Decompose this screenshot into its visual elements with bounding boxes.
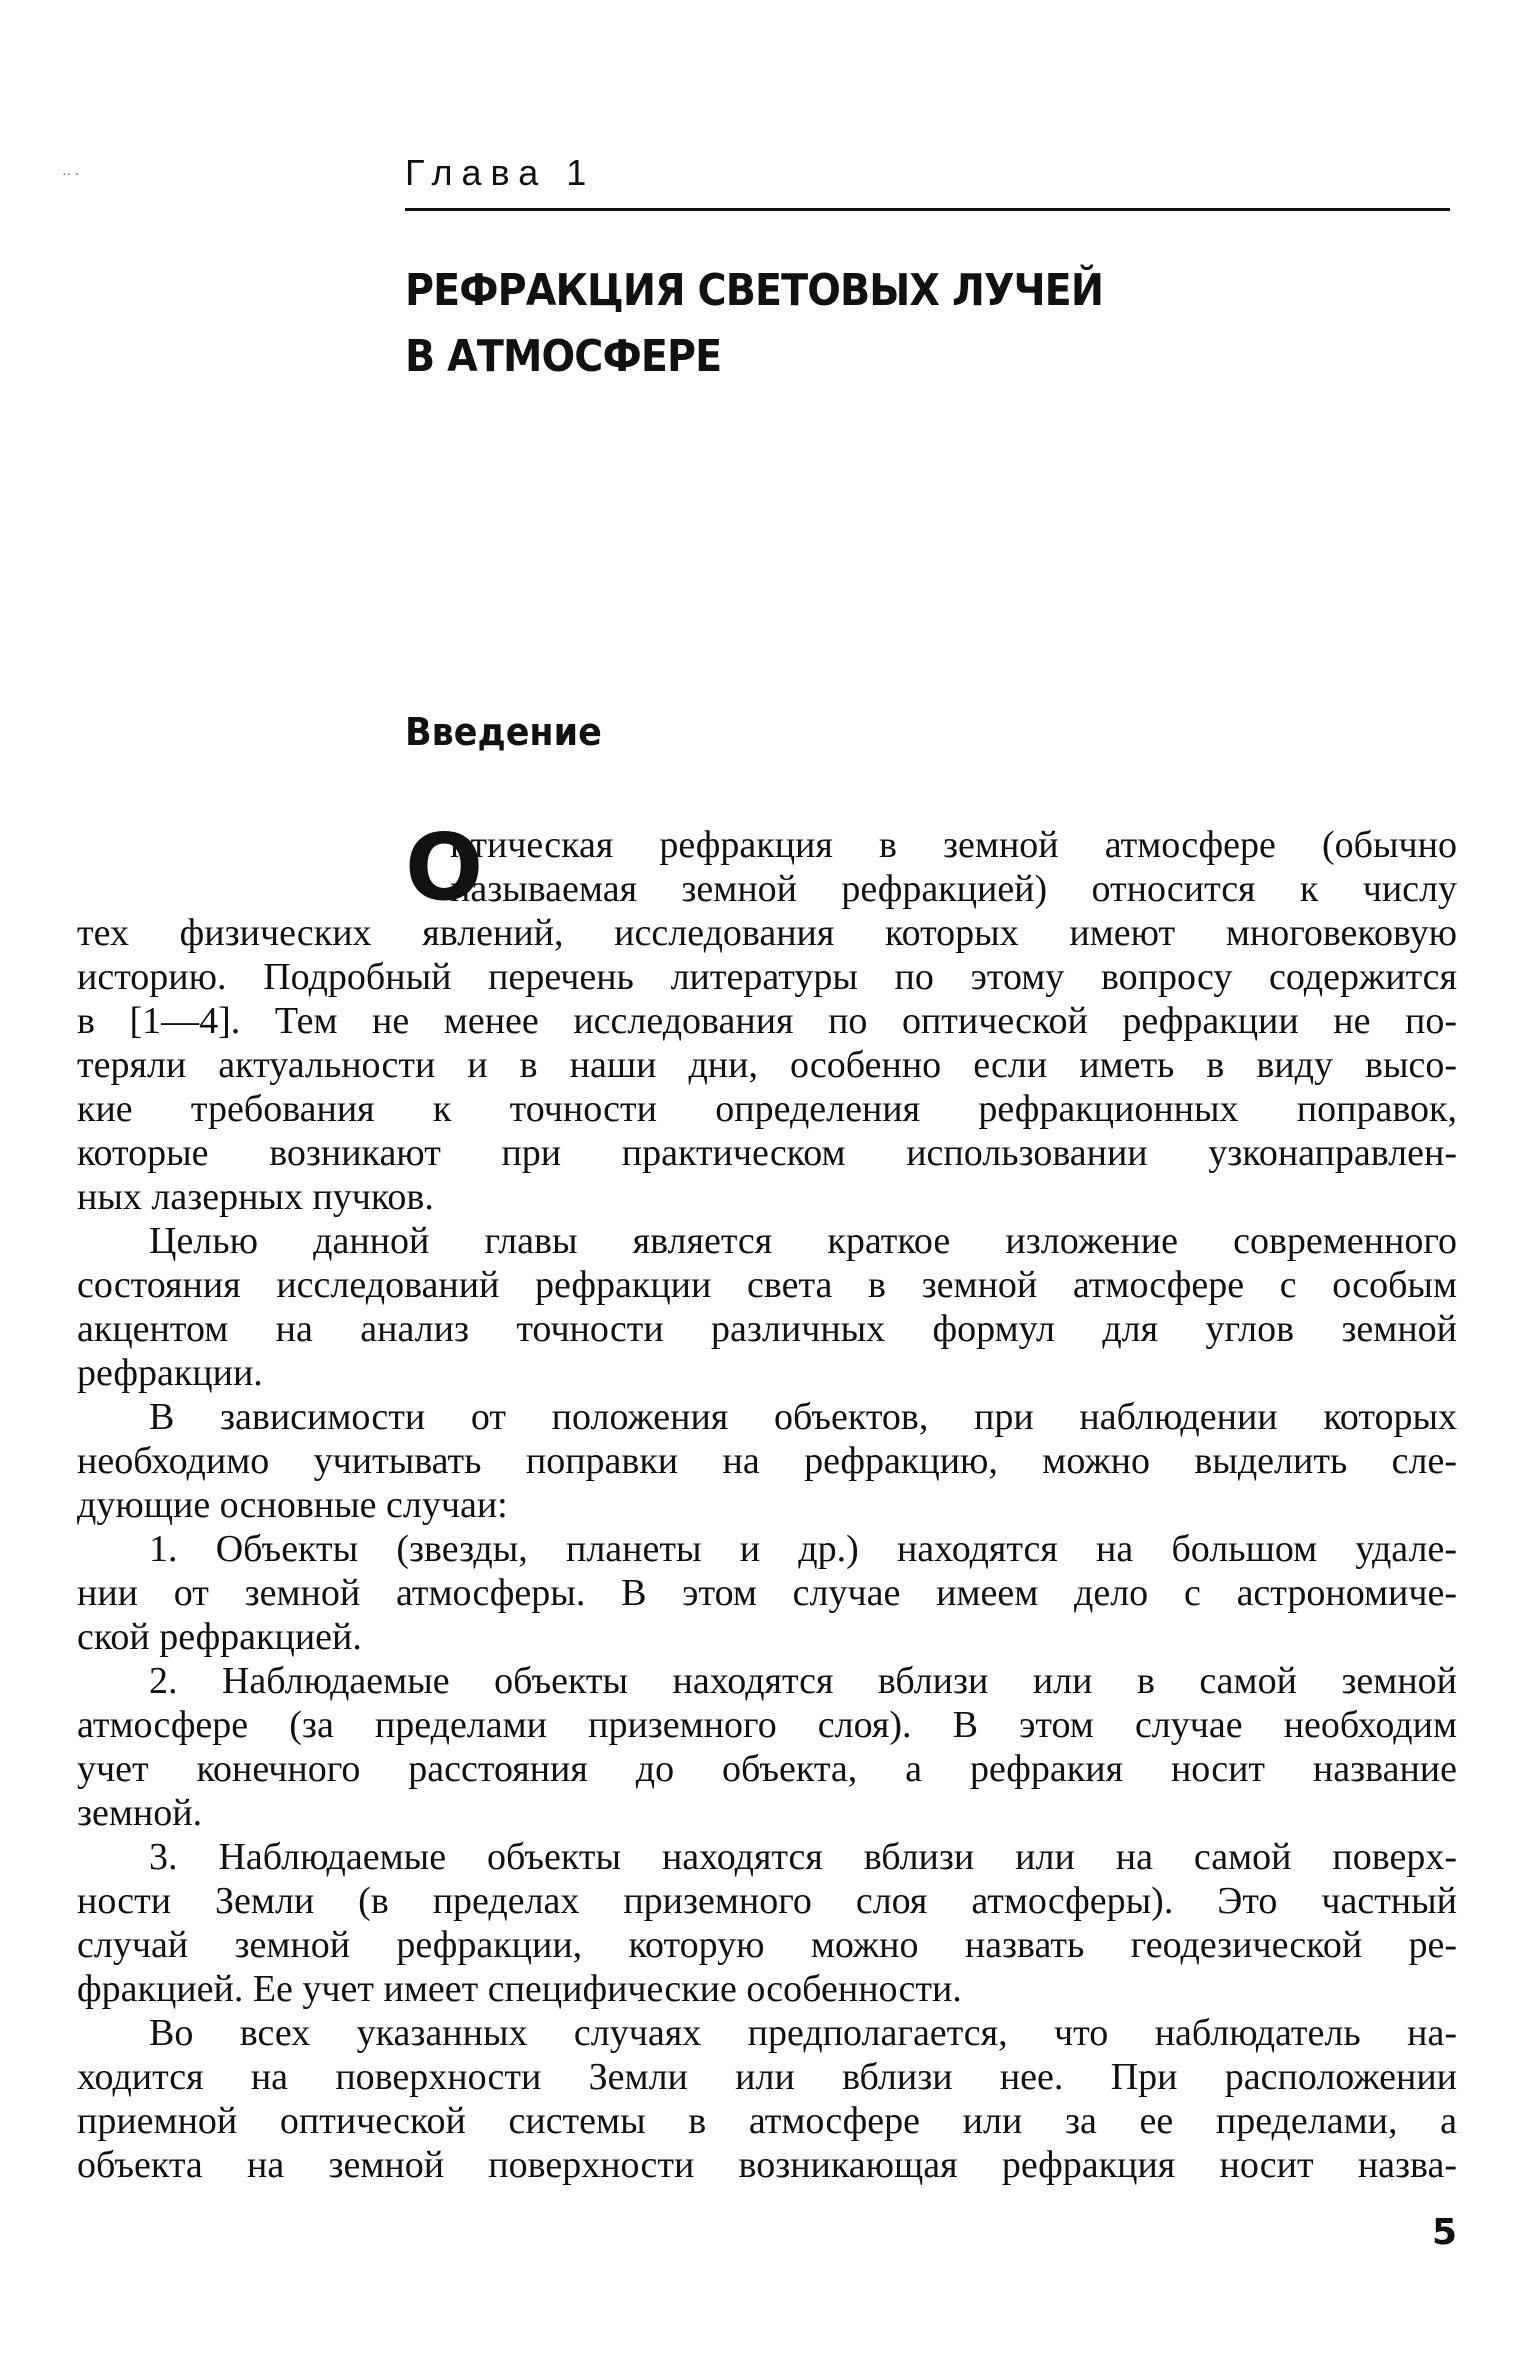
body-text [77, 814, 1457, 2187]
text-line: кие требования к точности определения рефракционных поправок, [77, 1088, 1457, 1130]
text-line: историю. Подробный перечень литературы по этому вопросу содержится [77, 956, 1457, 998]
text-line: Целью данной главы является краткое изложение современного [149, 1220, 1457, 1262]
text-line: 3. Наблюдаемые объекты находятся вблизи или на самой поверх- [149, 1836, 1457, 1878]
text-line: случай земной рефракции, которую можно назвать геодезической ре- [77, 1924, 1457, 1966]
paragraph [77, 2011, 1457, 2187]
text-line: 2. Наблюдаемые объекты находятся вблизи или в самой земной [149, 1660, 1457, 1702]
page-number: 5 [1432, 2212, 1458, 2253]
text-line: учет конечного расстояния до объекта, а рефракия носит название [77, 1748, 1457, 1790]
text-line: состояния исследований рефракции света в земной атмосфере с особым [77, 1264, 1457, 1306]
text-line: ности Земли (в пределах приземного слоя атмосферы). Это частный [77, 1880, 1457, 1922]
text-line: ходится на поверхности Земли или вблизи нее. При расположении [77, 2056, 1457, 2098]
chapter-title-line: В АТМОСФЕРЕ [405, 331, 722, 382]
text-line: приемной оптической системы в атмосфере или за ее пределами, а [77, 2100, 1457, 2142]
section-heading: Введение [405, 710, 602, 754]
paragraph [77, 1659, 1457, 1835]
text-line: атмосфере (за пределами приземного слоя). В этом случае необходим [77, 1704, 1457, 1746]
text-line: тех физических явлений, исследования которых имеют многовековую [77, 912, 1457, 954]
chapter-title [405, 258, 1103, 390]
text-line: дующие основные случаи: [77, 1484, 508, 1526]
text-line: нии от земной атмосферы. В этом случае имеем дело с астрономиче- [77, 1572, 1457, 1614]
text-line: птическая рефракция в земной атмосфере (обычно [450, 824, 1457, 866]
text-line: называемая земной рефракцией) относится к числу [450, 868, 1457, 910]
paragraph [77, 1395, 1457, 1527]
header-rule [405, 208, 1450, 211]
text-line: 1. Объекты (звезды, планеты и др.) находятся на большом удале- [149, 1528, 1457, 1570]
scan-artifact: ·· · [62, 168, 80, 183]
paragraph [77, 814, 1457, 1219]
text-line: рефракции. [77, 1352, 263, 1394]
text-line: необходимо учитывать поправки на рефракцию, можно выделить сле- [77, 1440, 1457, 1482]
text-line: акцентом на анализ точности различных формул для углов земной [77, 1308, 1457, 1350]
text-line: В зависимости от положения объектов, при наблюдении которых [149, 1396, 1457, 1438]
paragraph [77, 1527, 1457, 1659]
text-line: в [1—4]. Тем не менее исследования по оптической рефракции не по- [77, 1000, 1457, 1042]
text-line: ных лазерных пучков. [77, 1176, 434, 1218]
drop-cap: О [405, 814, 484, 921]
text-line: ской рефракцией. [77, 1616, 362, 1658]
text-line: теряли актуальности и в наши дни, особенно если иметь в виду высо- [77, 1044, 1457, 1086]
text-line: Во всех указанных случаях предполагается, что наблюдатель на- [149, 2012, 1457, 2054]
chapter-title-line: РЕФРАКЦИЯ СВЕТОВЫХ ЛУЧЕЙ [405, 265, 1104, 316]
chapter-label: Глава 1 [405, 152, 596, 193]
text-line: которые возникают при практическом использовании узконаправлен- [77, 1132, 1457, 1174]
text-line: объекта на земной поверхности возникающая рефракция носит назва- [77, 2144, 1457, 2186]
paragraph [77, 1835, 1457, 2011]
paragraph [77, 1219, 1457, 1395]
text-line: земной. [77, 1792, 203, 1834]
text-line: фракцией. Ее учет имеет специфические особенности. [77, 1968, 962, 2010]
